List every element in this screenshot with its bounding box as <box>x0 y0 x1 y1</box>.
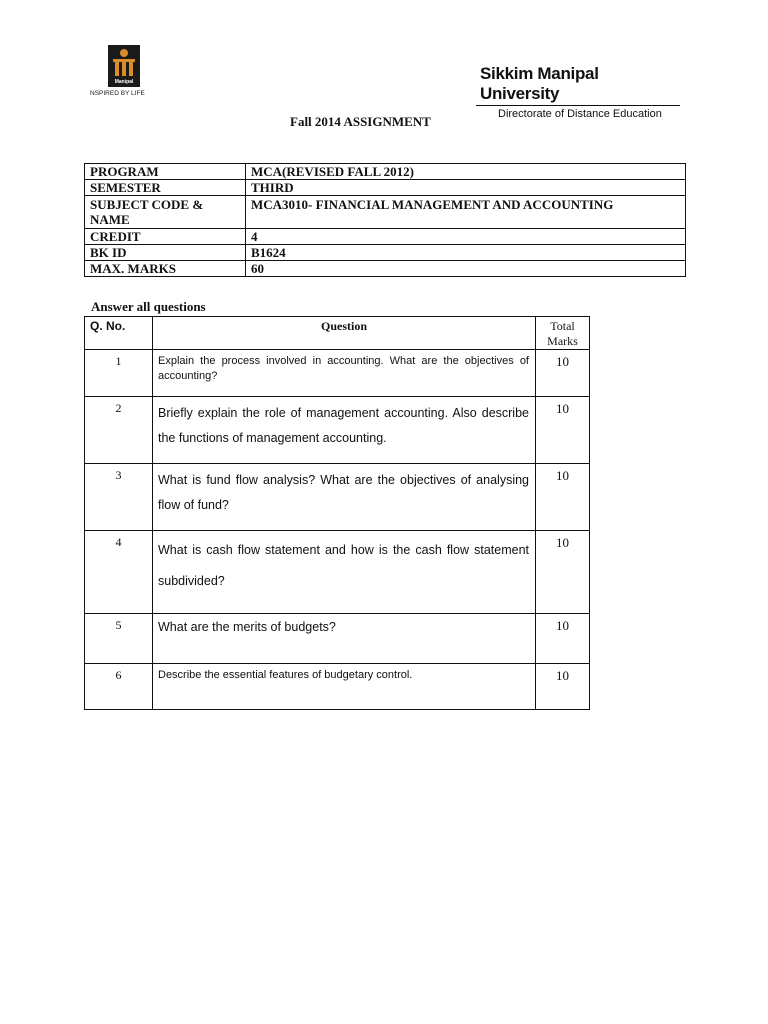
info-row <box>85 229 686 245</box>
header-total-marks: Total Marks <box>536 317 590 350</box>
header-rule <box>476 105 680 106</box>
logo-tagline: NSPIRED BY LIFE <box>90 90 145 97</box>
question-marks: 10 <box>536 664 590 710</box>
questions-table <box>84 316 590 710</box>
info-row <box>85 245 686 261</box>
info-row <box>85 164 686 180</box>
university-name: Sikkim Manipal University <box>480 64 599 103</box>
info-label: SUBJECT CODE & NAME <box>85 196 246 229</box>
header-question: Question <box>153 317 536 350</box>
info-label: SEMESTER <box>85 180 246 196</box>
question-number: 3 <box>85 464 153 531</box>
question-marks: 10 <box>536 350 590 397</box>
info-label: BK ID <box>85 245 246 261</box>
question-marks: 10 <box>536 397 590 464</box>
info-value: B1624 <box>246 245 686 261</box>
question-row <box>85 614 590 664</box>
questions-header-row <box>85 317 590 350</box>
question-marks: 10 <box>536 464 590 531</box>
question-row <box>85 664 590 710</box>
info-value: MCA(REVISED FALL 2012) <box>246 164 686 180</box>
question-text: Describe the essential features of budgetary control. <box>153 664 536 710</box>
info-value: MCA3010- FINANCIAL MANAGEMENT AND ACCOUNTING <box>246 196 686 229</box>
question-row <box>85 397 590 464</box>
question-text: Explain the process involved in accounting. What are the objectives of accounting? <box>153 350 536 397</box>
question-row <box>85 350 590 397</box>
directorate-label: Directorate of Distance Education <box>498 108 662 120</box>
info-row <box>85 196 686 229</box>
question-number: 6 <box>85 664 153 710</box>
instruction-text: Answer all questions <box>91 299 206 314</box>
question-row <box>85 464 590 531</box>
question-number: 2 <box>85 397 153 464</box>
info-value: THIRD <box>246 180 686 196</box>
header-qno: Q. No. <box>85 317 153 350</box>
question-marks: 10 <box>536 614 590 664</box>
question-text: What are the merits of budgets? <box>153 614 536 664</box>
question-text: What is cash flow statement and how is the cash flow statement subdivided? <box>153 531 536 614</box>
info-label: PROGRAM <box>85 164 246 180</box>
question-number: 1 <box>85 350 153 397</box>
question-number: 4 <box>85 531 153 614</box>
question-marks: 10 <box>536 531 590 614</box>
question-row <box>85 531 590 614</box>
info-row <box>85 180 686 196</box>
university-header <box>476 64 680 120</box>
question-number: 5 <box>85 614 153 664</box>
info-row <box>85 261 686 277</box>
program-info-table <box>84 163 686 277</box>
logo-word: Manipal <box>114 79 134 85</box>
question-text: What is fund flow analysis? What are the objectives of analysing flow of fund? <box>153 464 536 531</box>
question-text: Briefly explain the role of management accounting. Also describe the functions of management accounting. <box>153 397 536 464</box>
info-label: MAX. MARKS <box>85 261 246 277</box>
info-label: CREDIT <box>85 229 246 245</box>
info-value: 60 <box>246 261 686 277</box>
assignment-title: Fall 2014 ASSIGNMENT <box>290 114 431 129</box>
info-value: 4 <box>246 229 686 245</box>
